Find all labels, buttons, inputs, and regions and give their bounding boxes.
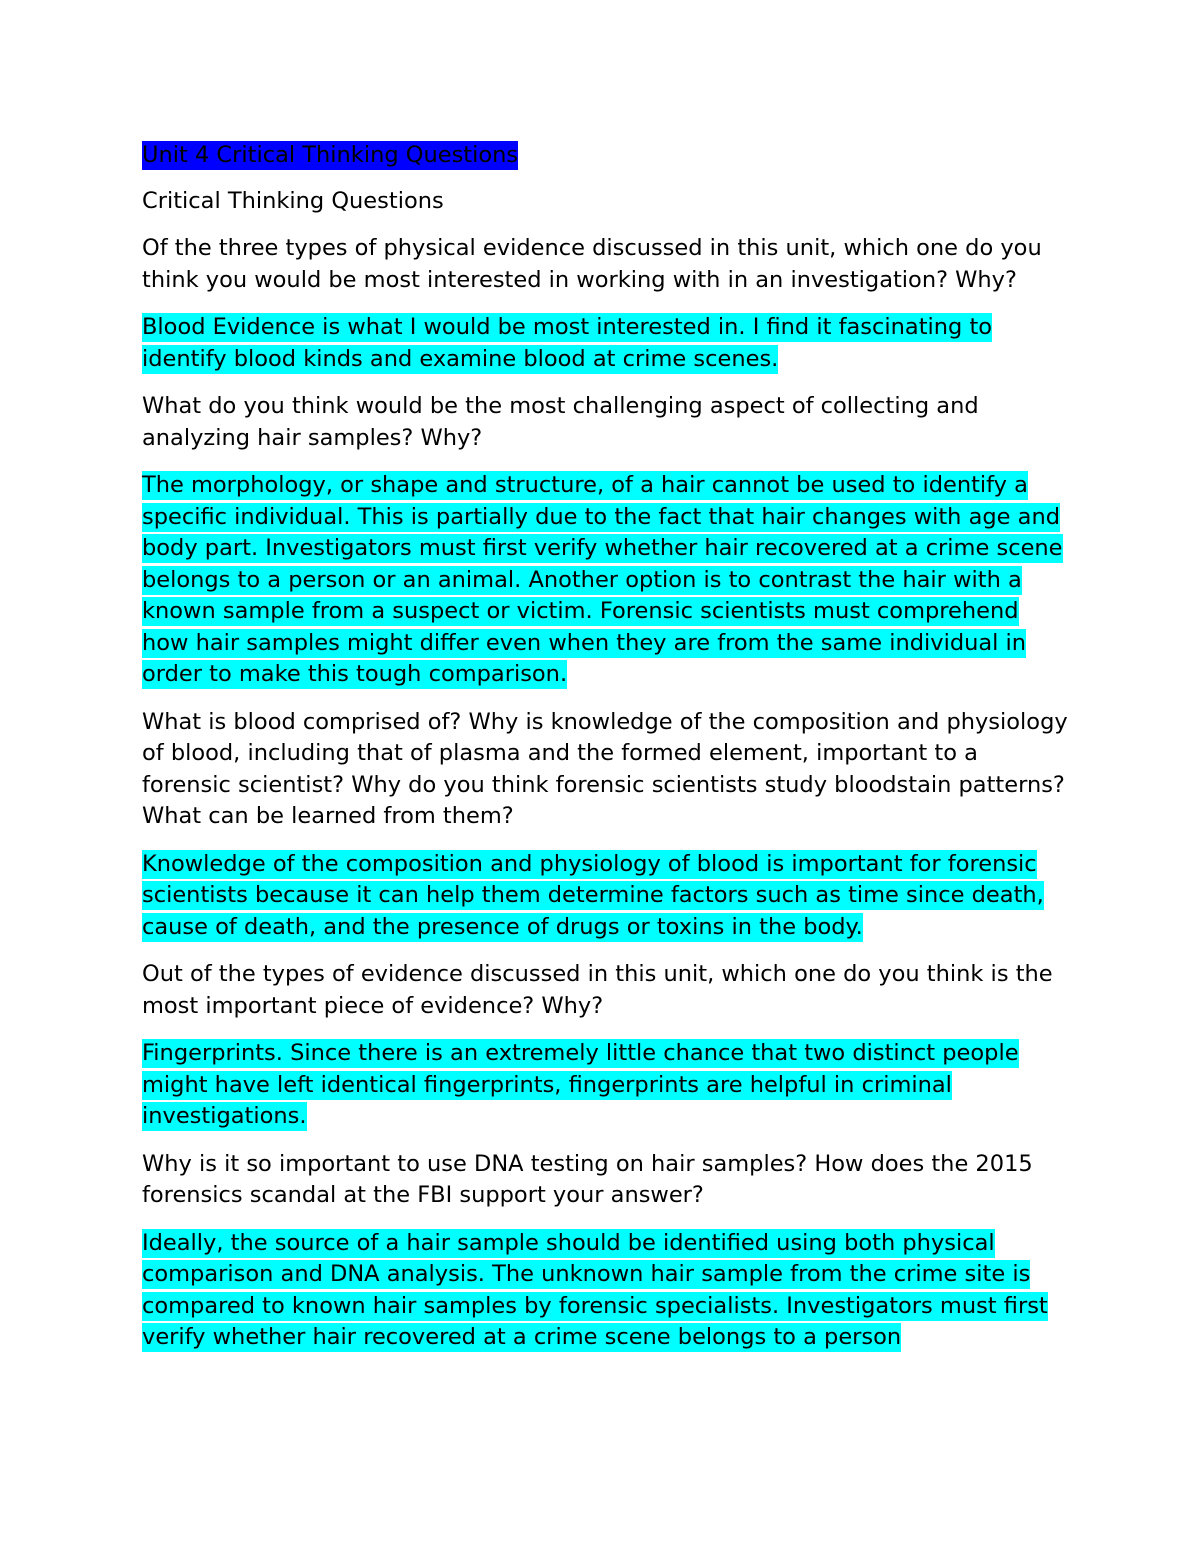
question-1: Of the three types of physical evidence discussed in this unit, which one do you think you would be most interested in working with in an investigation? Why? <box>142 235 1042 293</box>
question-5: Why is it so important to use DNA testing on hair samples? How does the 2015 forensics scandal at the FBI support your answer? <box>142 1150 1033 1208</box>
document-title: Unit 4 Critical Thinking Questions <box>142 142 519 168</box>
document-subtitle: Critical Thinking Questions <box>142 187 444 214</box>
answer-5: Ideally, the source of a hair sample should be identified using both physical comparison and DNA analysis. The unknown hair sample from the crime site is compared to known hair samples by forensic specialists. Investigators must first verify whether hair recovered at a crime scene belongs to a person <box>142 1229 1048 1350</box>
answer-1-paragraph <box>142 312 1072 375</box>
answer-5-paragraph <box>142 1228 1072 1354</box>
answer-2-paragraph <box>142 470 1072 691</box>
document-page <box>142 140 1072 1370</box>
question-4: Out of the types of evidence discussed in this unit, which one do you think is the most important piece of evidence? Why? <box>142 961 1053 1019</box>
question-3: What is blood comprised of? Why is knowledge of the composition and physiology of blood, including that of plasma and the formed element, important to a forensic scientist? Why do you think forensic scientists study bloodstain patterns? What can be learned from them? <box>142 708 1068 829</box>
question-2: What do you think would be the most challenging aspect of collecting and analyzing hair samples? Why? <box>142 393 979 451</box>
document-title-paragraph <box>142 140 1072 172</box>
answer-2: The morphology, or shape and structure, of a hair cannot be used to identify a specific individual. This is partially due to the fact that hair changes with age and body part. Investigators must first verify whether hair recovered at a crime scene belongs to a person or an animal. Another option is to contrast the hair with a known sample from a suspect or victim. Forensic scientists must comprehend how hair samples might differ even when they are from the same individual in order to make this tough comparison. <box>142 472 1063 687</box>
answer-3-paragraph <box>142 849 1072 944</box>
answer-1: Blood Evidence is what I would be most interested in. I find it fascinating to identify blood kinds and examine blood at crime scenes. <box>142 314 993 372</box>
answer-4-paragraph <box>142 1038 1072 1133</box>
answer-4: Fingerprints. Since there is an extremely little chance that two distinct people might have left identical fingerprints, fingerprints are helpful in criminal investigations. <box>142 1040 1019 1129</box>
answer-3: Knowledge of the composition and physiology of blood is important for forensic scientists because it can help them determine factors such as time since death, cause of death, and the presence of drugs or toxins in the body. <box>142 850 1044 940</box>
